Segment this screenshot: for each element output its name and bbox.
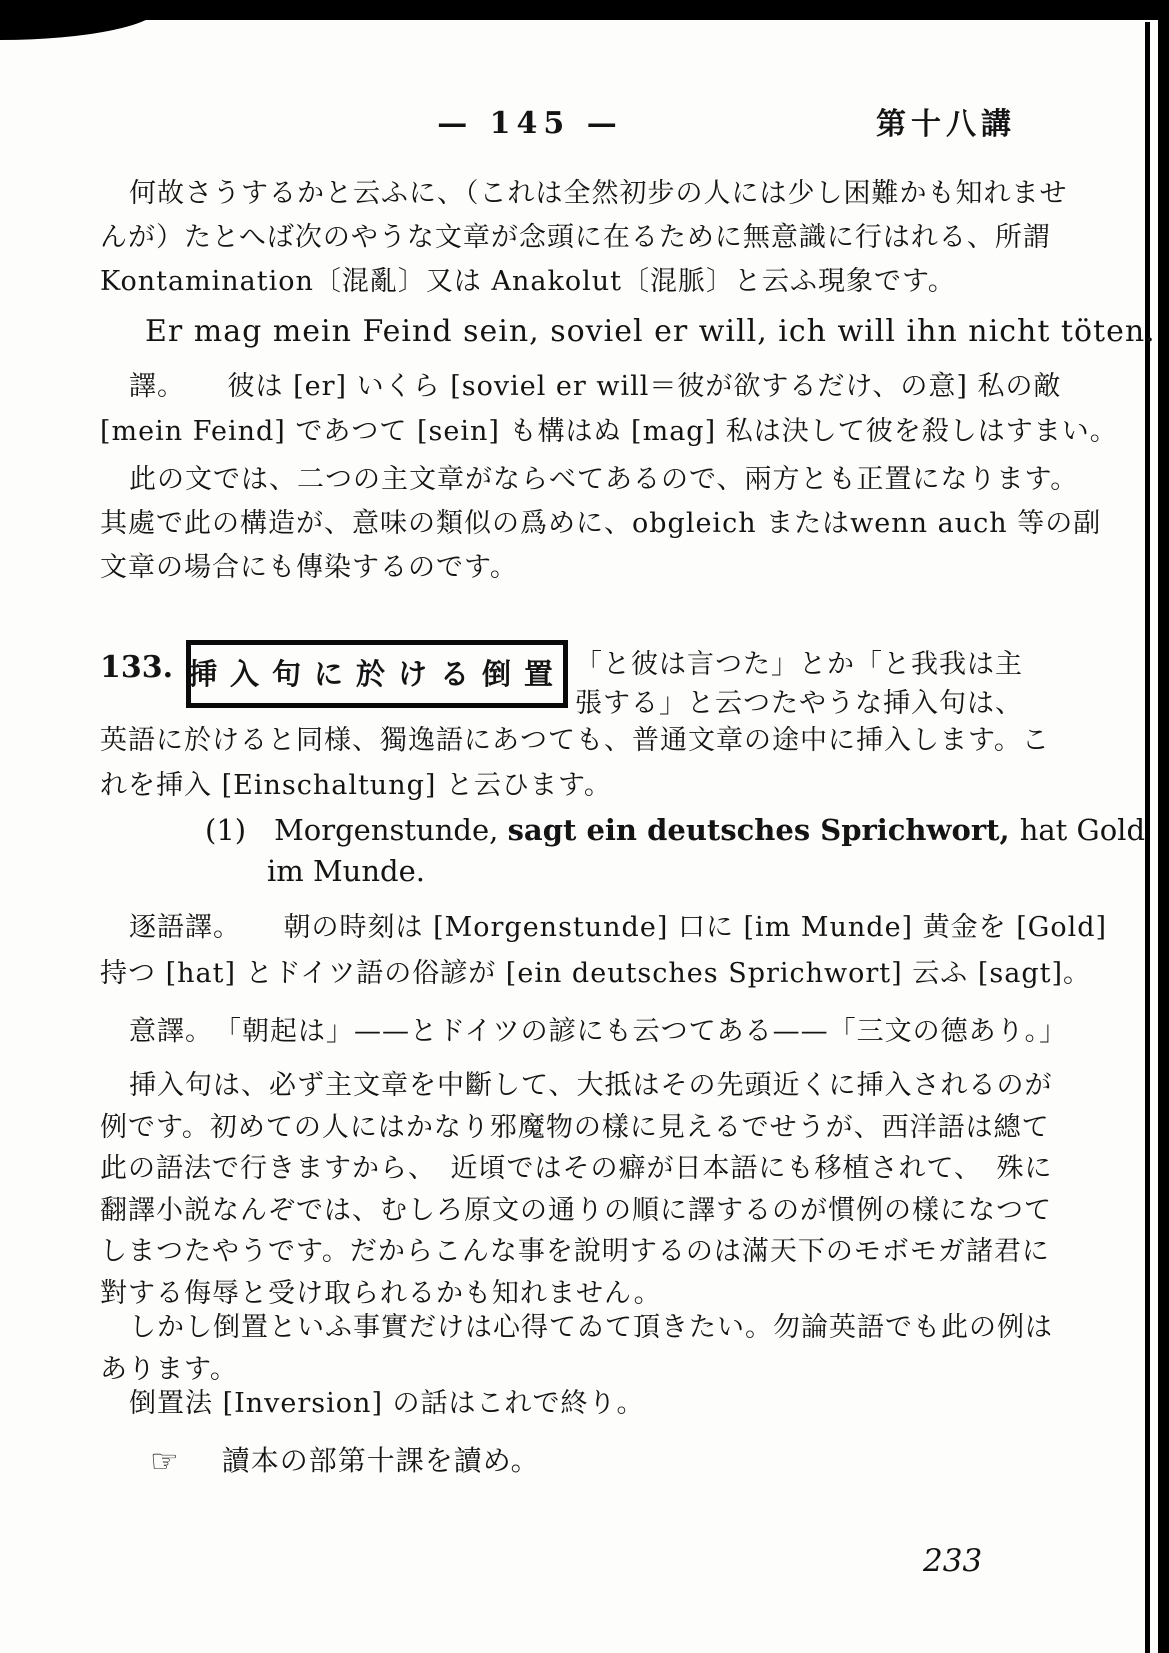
- section-side-line: 「と彼は言つた」とか「と我我は主: [575, 649, 1023, 680]
- section-continuation: [100, 718, 1090, 808]
- manicule-icon: ☞: [150, 1442, 180, 1480]
- folio-page-number: 233: [923, 1543, 983, 1579]
- literal-translation-line: 持つ [hat] とドイツ語の俗諺が [ein deutsches Sprichwort] 云ふ [sagt]。: [100, 958, 1092, 989]
- section-side-text: [575, 645, 1023, 723]
- body1-line: 此の語法で行きますから、 近頃ではその癖が日本語にも移植されて、 殊に: [100, 1153, 1053, 1184]
- body1-line: 例です。初めての人にはかなり邪魔物の樣に見えるでせうが、西洋語は總て: [100, 1111, 1050, 1143]
- directive-text: 讀本の部第十課を讀め。: [221, 1444, 540, 1477]
- body1-line: しまつたやうです。だからこんな事を說明するのは滿天下のモボモガ諸君に: [100, 1236, 1050, 1267]
- body1-line: 對する侮辱と受け取られるかも知れません。: [100, 1277, 662, 1309]
- top-scan-shadow: [0, 0, 1169, 20]
- body1-line: 挿入句は、必ず主文章を中斷して、大抵はその先頭近くに挿入されるのが: [129, 1070, 1053, 1101]
- example-text-line2: im Munde.: [267, 854, 425, 888]
- section-number: 133.: [100, 650, 174, 685]
- intro-line: んが）たとへば次のやうな文章が念頭に在るために無意識に行はれる、所謂: [100, 222, 1051, 253]
- top-left-scan-shadow: [0, 0, 160, 40]
- translation-line: [mein Feind] であつて [sein] も構はぬ [mag] 私は決して彼を殺しはすまい。: [100, 416, 1118, 447]
- section-side-line: 張する」と云つたやうな挿入句は、: [575, 688, 1023, 719]
- section-cont-line: 英語に於けると同様、獨逸語にあつても、普通文章の途中に挿入します。こ: [100, 725, 1050, 756]
- closing-line: [100, 1390, 1119, 1417]
- example-text-pre: Morgenstunde,: [274, 813, 508, 847]
- numbered-german-example: [205, 810, 1145, 892]
- intro-line: Kontamination〔混亂〕又は Anakolut〔混脈〕と云ふ現象です。: [100, 266, 956, 297]
- body2-line: しかし倒置といふ事實だけは心得てゐて頂きたい。勿論英語でも此の例は: [129, 1312, 1053, 1343]
- right-scan-line: [1145, 22, 1150, 1653]
- right-scan-shadow: [1158, 0, 1169, 1653]
- directive-line: [150, 1442, 1140, 1480]
- example-text-emphasis: sagt ein deutsches Sprichwort,: [507, 813, 1020, 847]
- running-head-page-number: — 145 —: [437, 106, 623, 141]
- free-translation: [100, 1012, 1119, 1052]
- commentary-line: 其處で此の構造が、意味の類似の爲めに、obgleich またはwenn auch 等の副: [100, 508, 1102, 539]
- body1-line: 翻譯小説なんぞでは、むしろ原文の通りの順に譯するのが慣例の樣になつて: [100, 1194, 1052, 1226]
- example-text-post: hat Gold: [1019, 813, 1146, 847]
- body2-line: あります。: [100, 1354, 238, 1385]
- commentary-line: 此の文では、二つの主文章がならべてあるので、兩方とも正置になります。: [129, 464, 1079, 495]
- body-paragraph-1: [100, 1065, 1090, 1314]
- body-paragraph-2: [100, 1307, 1090, 1391]
- intro-line: 何故さうするかと云ふに、（これは全然初步の人には少し困難かも知れませ: [129, 178, 1068, 209]
- running-head-lesson-label: 第十八講: [876, 107, 1016, 142]
- literal-translation-line: 逐語譯。 朝の時刻は [Morgenstunde] 口に [im Munde] 黄金を [Gold]: [129, 912, 1108, 943]
- german-example-sentence: Er mag mein Feind sein, soviel er will, ich will ihn nicht töten.: [145, 314, 1156, 349]
- example-number: (1): [205, 813, 247, 847]
- free-translation-line: 意譯。 「朝起は」——とドイツの諺にも云つてある——「三文の德あり。」: [129, 1016, 1068, 1047]
- commentary-paragraph: [100, 458, 1102, 590]
- translation-paragraph: [100, 364, 1118, 454]
- translation-line: 譯。 彼は [er] いくら [soviel er will＝彼が欲するだけ、の意] 私の敵: [129, 371, 1062, 402]
- closing-text: 倒置法 [Inversion] の話はこれで終り。: [129, 1388, 645, 1419]
- section-title: 挿入句に於ける倒置: [188, 656, 567, 691]
- section-cont-line: れを挿入 [Einschaltung] と云ひます。: [100, 770, 612, 801]
- literal-translation: [100, 905, 1108, 997]
- section-title-box: [186, 640, 568, 708]
- commentary-line: 文章の場合にも傳染するのです。: [100, 552, 518, 583]
- intro-paragraph: [100, 172, 1090, 304]
